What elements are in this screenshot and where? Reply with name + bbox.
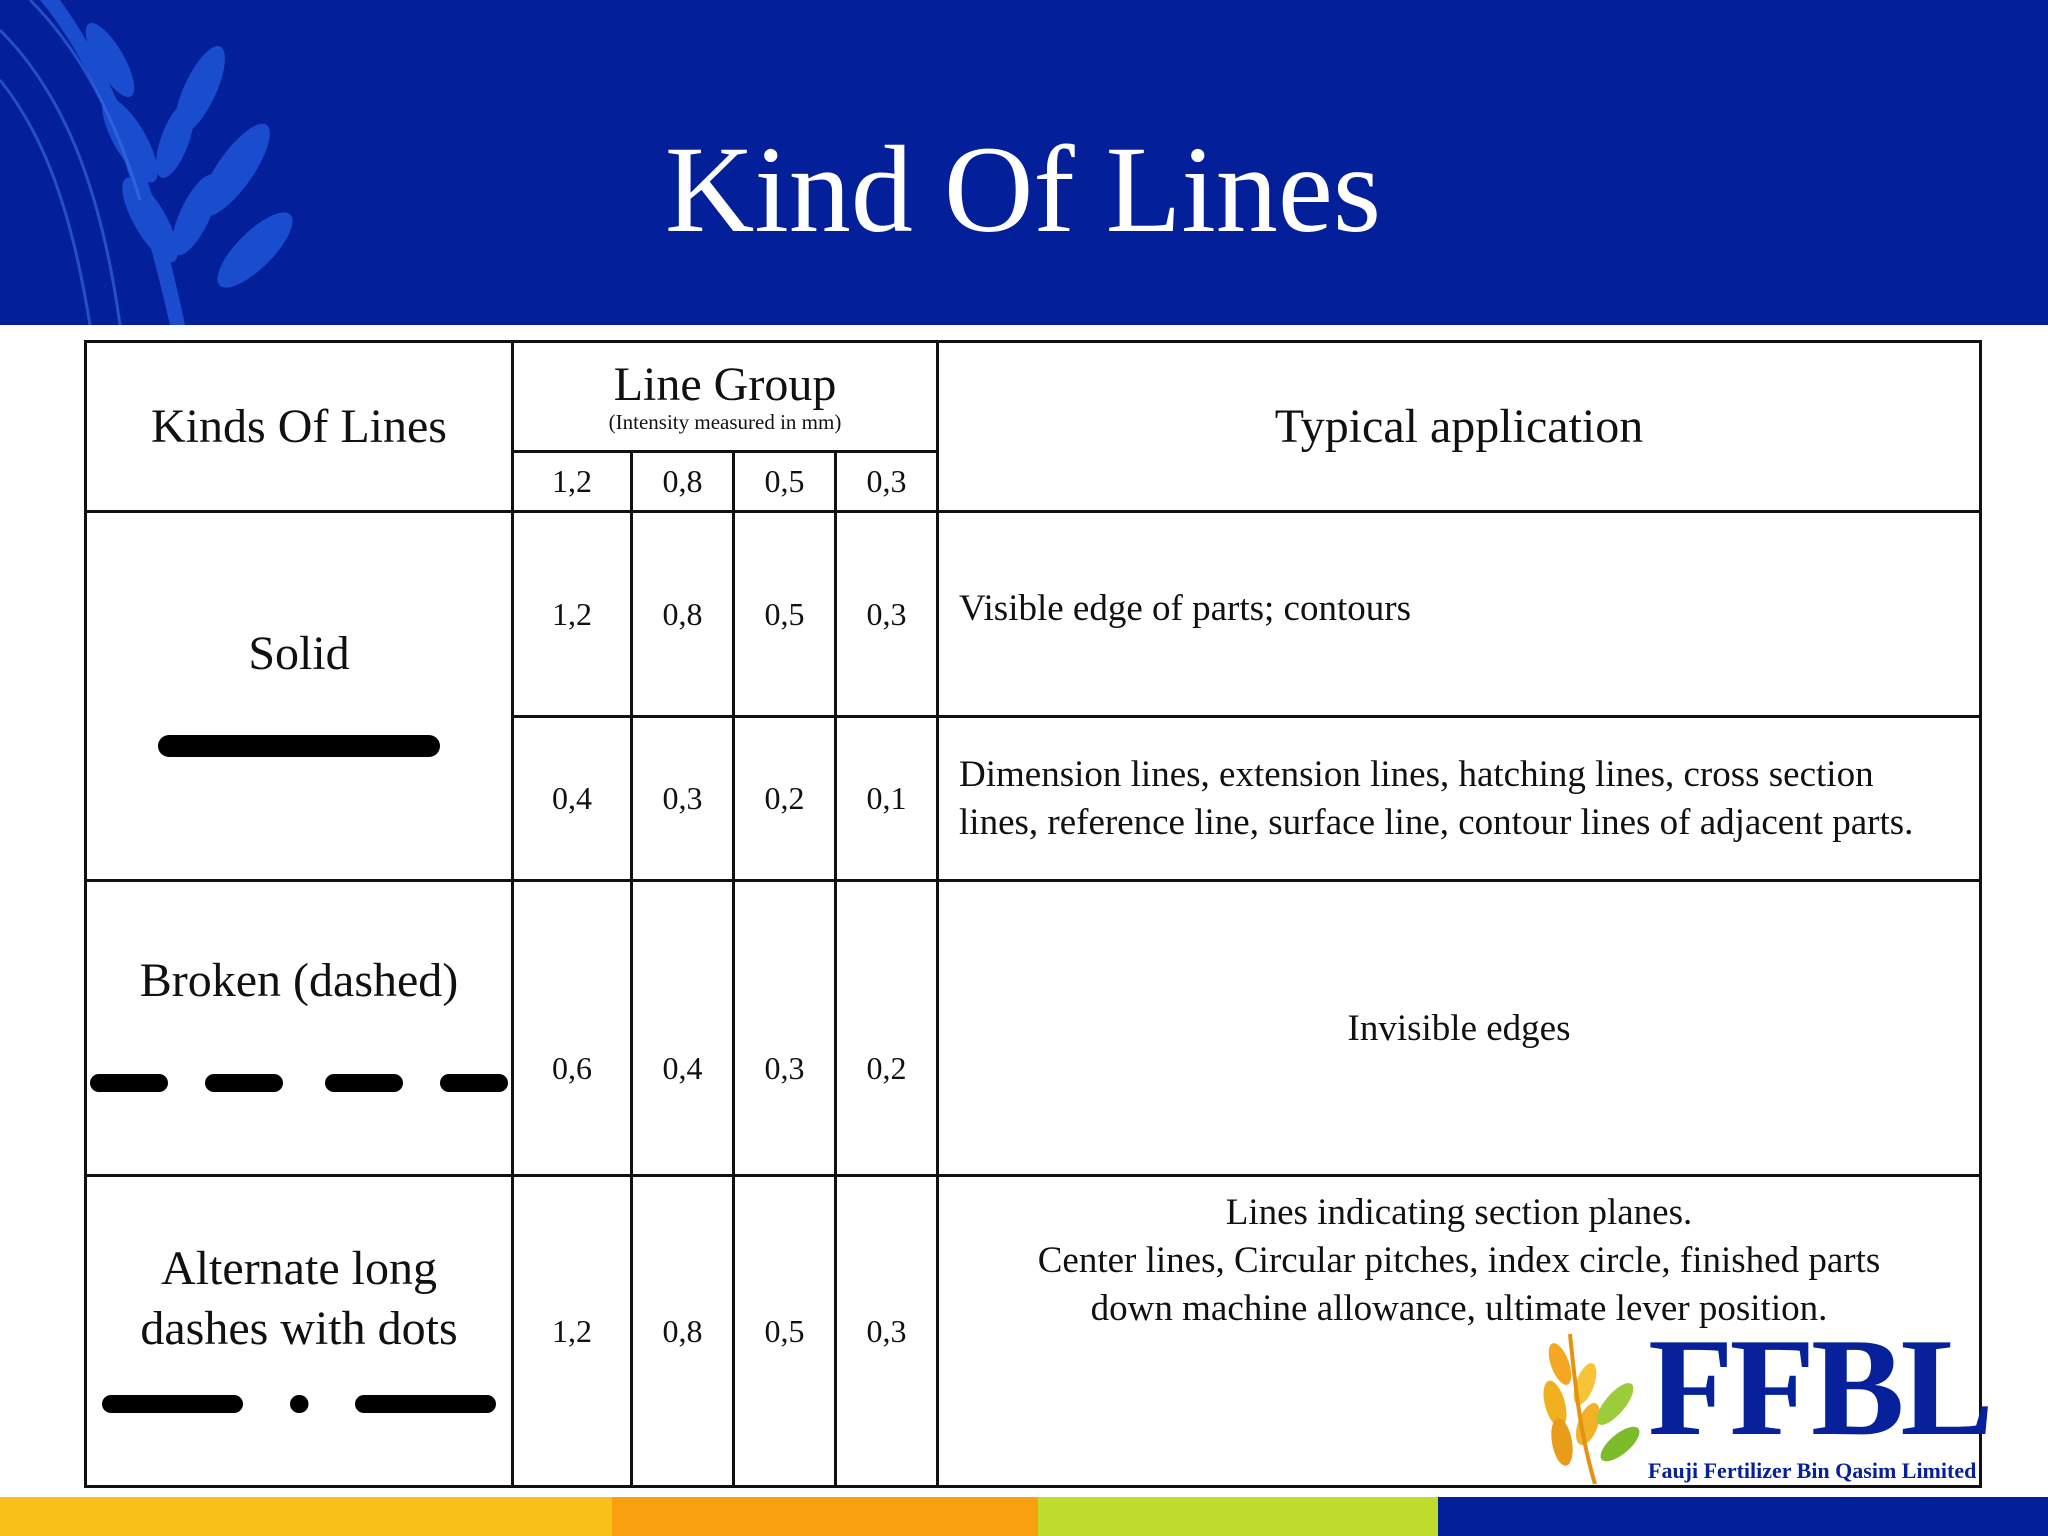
header-kinds: Kinds Of Lines [86, 342, 513, 512]
solid-line-sample [154, 731, 444, 761]
ffbl-logo [1500, 1310, 2048, 1490]
bar-segment-blue [1438, 1497, 2048, 1536]
row-application: Visible edge of parts; contours [938, 512, 1981, 717]
kind-solid [86, 512, 513, 881]
row-application: Dimension lines, extension lines, hatching lines, cross section lines, reference line, surface line, contour lines of adjacent parts. [938, 716, 1981, 880]
row-value: 0,3 [836, 1176, 938, 1487]
row-value: 0,8 [632, 1176, 734, 1487]
group-value: 0,5 [734, 452, 836, 512]
group-value: 0,8 [632, 452, 734, 512]
header-line-group [513, 342, 938, 452]
application-line: Center lines, Circular pitches, index circle, finished parts [1037, 1240, 1881, 1282]
kind-label [87, 1239, 511, 1359]
row-value: 0,2 [734, 716, 836, 880]
row-value: 0,5 [734, 512, 836, 717]
table-row [86, 512, 1981, 717]
bottom-color-bar [0, 1497, 2048, 1536]
slide-header [0, 0, 2048, 325]
row-value: 0,6 [513, 881, 632, 1176]
application-line: down machine allowance, ultimate lever position. [1090, 1288, 1828, 1330]
bar-segment-green [1038, 1497, 1438, 1536]
kind-label: Broken (dashed) [139, 954, 459, 1008]
wheat-logo-icon [1500, 1324, 1650, 1484]
bar-segment-orange [612, 1497, 1038, 1536]
table-header-row [86, 342, 1981, 452]
header-line-group-title: Line Group [613, 358, 837, 412]
slide-title: Kind Of Lines [664, 121, 1382, 258]
kind-label: Solid [248, 627, 350, 681]
dash-dot-line-sample [99, 1389, 499, 1419]
row-value: 0,4 [632, 881, 734, 1176]
row-value: 0,4 [513, 716, 632, 880]
group-value: 1,2 [513, 452, 632, 512]
row-application: Invisible edges [938, 881, 1981, 1176]
kind-label-line: Alternate long [161, 1241, 437, 1295]
row-value: 1,2 [513, 512, 632, 717]
bar-segment-yellow [0, 1497, 612, 1536]
header-line-group-subtitle: (Intensity measured in mm) [608, 409, 842, 434]
kind-dashed [86, 881, 513, 1176]
kind-label-line: dashes with dots [140, 1301, 458, 1355]
application-line: Lines indicating section planes. [1225, 1192, 1693, 1234]
row-value: 0,5 [734, 1176, 836, 1487]
row-value: 0,3 [734, 881, 836, 1176]
dashed-line-sample [89, 1068, 509, 1098]
header-application: Typical application [938, 342, 1981, 512]
logo-subtitle: Fauji Fertilizer Bin Qasim Limited [1648, 1458, 1977, 1483]
row-value: 0,8 [632, 512, 734, 717]
row-value: 0,2 [836, 881, 938, 1176]
row-value: 0,3 [836, 512, 938, 717]
row-value: 0,1 [836, 716, 938, 880]
row-value: 1,2 [513, 1176, 632, 1487]
group-value: 0,3 [836, 452, 938, 512]
kind-dash-dot [86, 1176, 513, 1487]
row-value: 0,3 [632, 716, 734, 880]
logo-wordmark: FFBL [1648, 1310, 1990, 1465]
table-row [86, 881, 1981, 1176]
